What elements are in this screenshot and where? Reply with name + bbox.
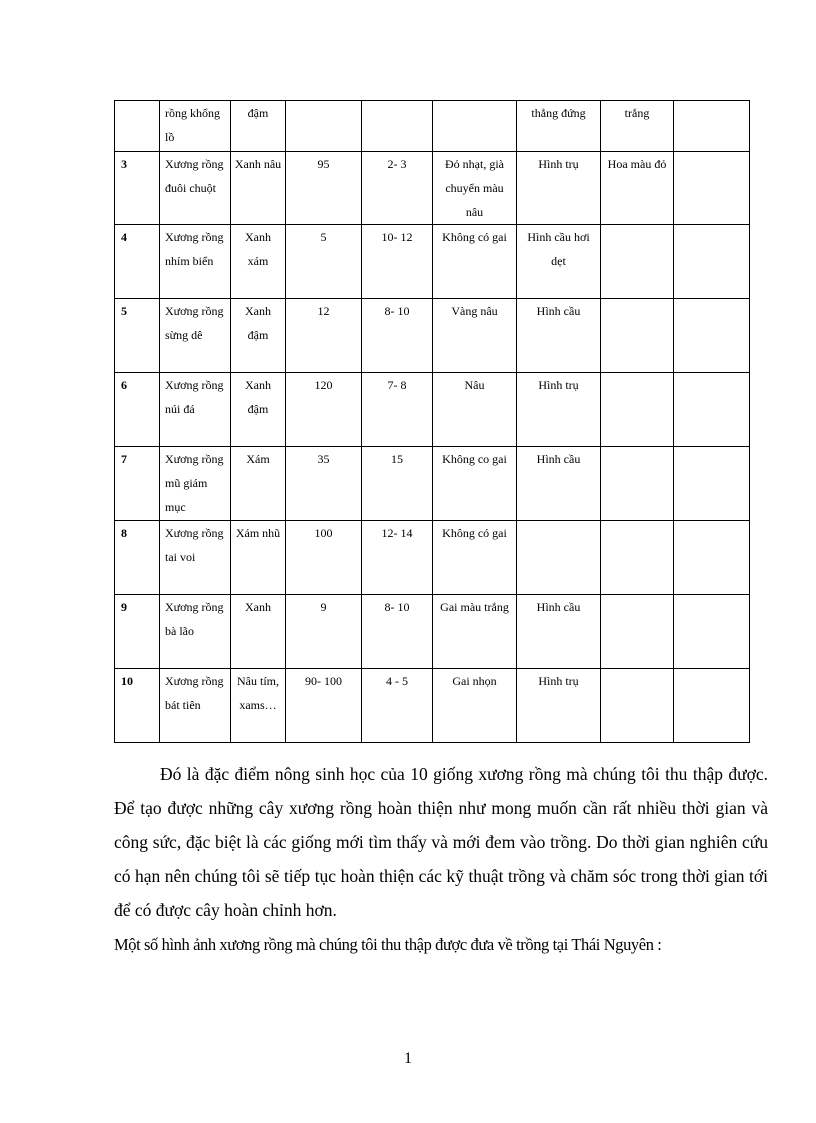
- cell-num: 6: [115, 373, 160, 447]
- cell-shape: Hình trụ: [517, 669, 601, 743]
- cell-flower: [601, 521, 674, 595]
- cell-height: 90- 100: [286, 669, 362, 743]
- cell-num: 7: [115, 447, 160, 521]
- cell-color: Nâu tím, xams…: [231, 669, 286, 743]
- table-row: [115, 373, 750, 447]
- cell-height: 35: [286, 447, 362, 521]
- cell-spines: Nâu: [433, 373, 517, 447]
- cell-color: đậm: [231, 101, 286, 152]
- cell-name: Xương rồng núi đá: [160, 373, 231, 447]
- cell-color: Xám nhũ: [231, 521, 286, 595]
- cell-name: Xương rồng bát tiên: [160, 669, 231, 743]
- cell-extra: [674, 373, 750, 447]
- table-row: [115, 521, 750, 595]
- cell-flower: [601, 373, 674, 447]
- cell-flower: [601, 669, 674, 743]
- table-row: [115, 152, 750, 225]
- table-row: [115, 225, 750, 299]
- cell-extra: [674, 669, 750, 743]
- cell-flower: [601, 299, 674, 373]
- cactus-characteristics-table: [114, 100, 750, 743]
- page-number: 1: [404, 1050, 412, 1067]
- table-row: [115, 101, 750, 152]
- cell-num: 9: [115, 595, 160, 669]
- cell-color: Xám: [231, 447, 286, 521]
- body-paragraph: Đó là đặc điểm nông sinh học của 10 giống xương rồng mà chúng tôi thu thập được. Để tạo được những cây xương rồng hoàn thiện như mong muốn cần rất nhiều thời gian và công sức, đặc biệt là các giống mới tìm thấy và mới đem vào trồng. Do thời gian nghiên cứu có hạn nên chúng tôi sẽ tiếp tục hoàn thiện các kỹ thuật trồng và chăm sóc trong thời gian tới để có được cây hoàn chỉnh hơn.: [114, 764, 768, 920]
- cell-spines: Đỏ nhạt, già chuyển màu nâu: [433, 152, 517, 225]
- cell-spines: Gai nhọn: [433, 669, 517, 743]
- image-intro-line: Một số hình ảnh xương rồng mà chúng tôi thu thập được đưa về trồng tại Thái Nguyên :: [114, 935, 662, 954]
- cell-flower: [601, 447, 674, 521]
- cell-shape: Hình cầu: [517, 447, 601, 521]
- cell-color: Xanh nâu: [231, 152, 286, 225]
- table-row: [115, 299, 750, 373]
- cell-num: 10: [115, 669, 160, 743]
- cell-extra: [674, 447, 750, 521]
- cell-branches: 4 - 5: [362, 669, 433, 743]
- cell-num: 3: [115, 152, 160, 225]
- cell-spines: [433, 101, 517, 152]
- cell-color: Xanh đậm: [231, 373, 286, 447]
- cell-spines: Không có gai: [433, 225, 517, 299]
- cell-name: Xương rồng tai voi: [160, 521, 231, 595]
- cell-spines: Gai màu trắng: [433, 595, 517, 669]
- cell-branches: 10- 12: [362, 225, 433, 299]
- cell-height: 95: [286, 152, 362, 225]
- cell-num: 8: [115, 521, 160, 595]
- cell-name: Xương rồng đuôi chuột: [160, 152, 231, 225]
- cell-spines: Vàng nâu: [433, 299, 517, 373]
- cell-height: 5: [286, 225, 362, 299]
- cell-height: 9: [286, 595, 362, 669]
- cell-flower: trắng: [601, 101, 674, 152]
- cell-branches: 12- 14: [362, 521, 433, 595]
- cell-extra: [674, 101, 750, 152]
- cell-shape: Hình cầu hơi dẹt: [517, 225, 601, 299]
- cell-num: [115, 101, 160, 152]
- cell-flower: [601, 225, 674, 299]
- cell-branches: 7- 8: [362, 373, 433, 447]
- cell-shape: Hình trụ: [517, 373, 601, 447]
- cell-height: 12: [286, 299, 362, 373]
- cell-color: Xanh đậm: [231, 299, 286, 373]
- cell-shape: Hình cầu: [517, 299, 601, 373]
- cell-flower: Hoa màu đỏ: [601, 152, 674, 225]
- cell-height: [286, 101, 362, 152]
- cell-shape: [517, 521, 601, 595]
- cell-shape: thẳng đứng: [517, 101, 601, 152]
- cell-color: Xanh xám: [231, 225, 286, 299]
- cell-extra: [674, 521, 750, 595]
- cell-name: Xương rồng bà lão: [160, 595, 231, 669]
- table-row: [115, 595, 750, 669]
- cell-spines: Không co gai: [433, 447, 517, 521]
- cell-spines: Không có gai: [433, 521, 517, 595]
- cell-shape: Hình cầu: [517, 595, 601, 669]
- table-body: [115, 101, 750, 743]
- cell-name: Xương rồng mũ giám mục: [160, 447, 231, 521]
- cell-name: Xương rồng sừng dê: [160, 299, 231, 373]
- table-row: [115, 447, 750, 521]
- table-row: [115, 669, 750, 743]
- cell-extra: [674, 299, 750, 373]
- cell-name: rồng khổng lồ: [160, 101, 231, 152]
- cell-branches: 15: [362, 447, 433, 521]
- cell-height: 100: [286, 521, 362, 595]
- cell-num: 4: [115, 225, 160, 299]
- cell-branches: 8- 10: [362, 299, 433, 373]
- cell-branches: 2- 3: [362, 152, 433, 225]
- cell-extra: [674, 595, 750, 669]
- cell-flower: [601, 595, 674, 669]
- cell-extra: [674, 152, 750, 225]
- cell-height: 120: [286, 373, 362, 447]
- cell-branches: [362, 101, 433, 152]
- cell-branches: 8- 10: [362, 595, 433, 669]
- cell-extra: [674, 225, 750, 299]
- cell-name: Xương rồng nhím biển: [160, 225, 231, 299]
- cell-shape: Hình trụ: [517, 152, 601, 225]
- cell-color: Xanh: [231, 595, 286, 669]
- cell-num: 5: [115, 299, 160, 373]
